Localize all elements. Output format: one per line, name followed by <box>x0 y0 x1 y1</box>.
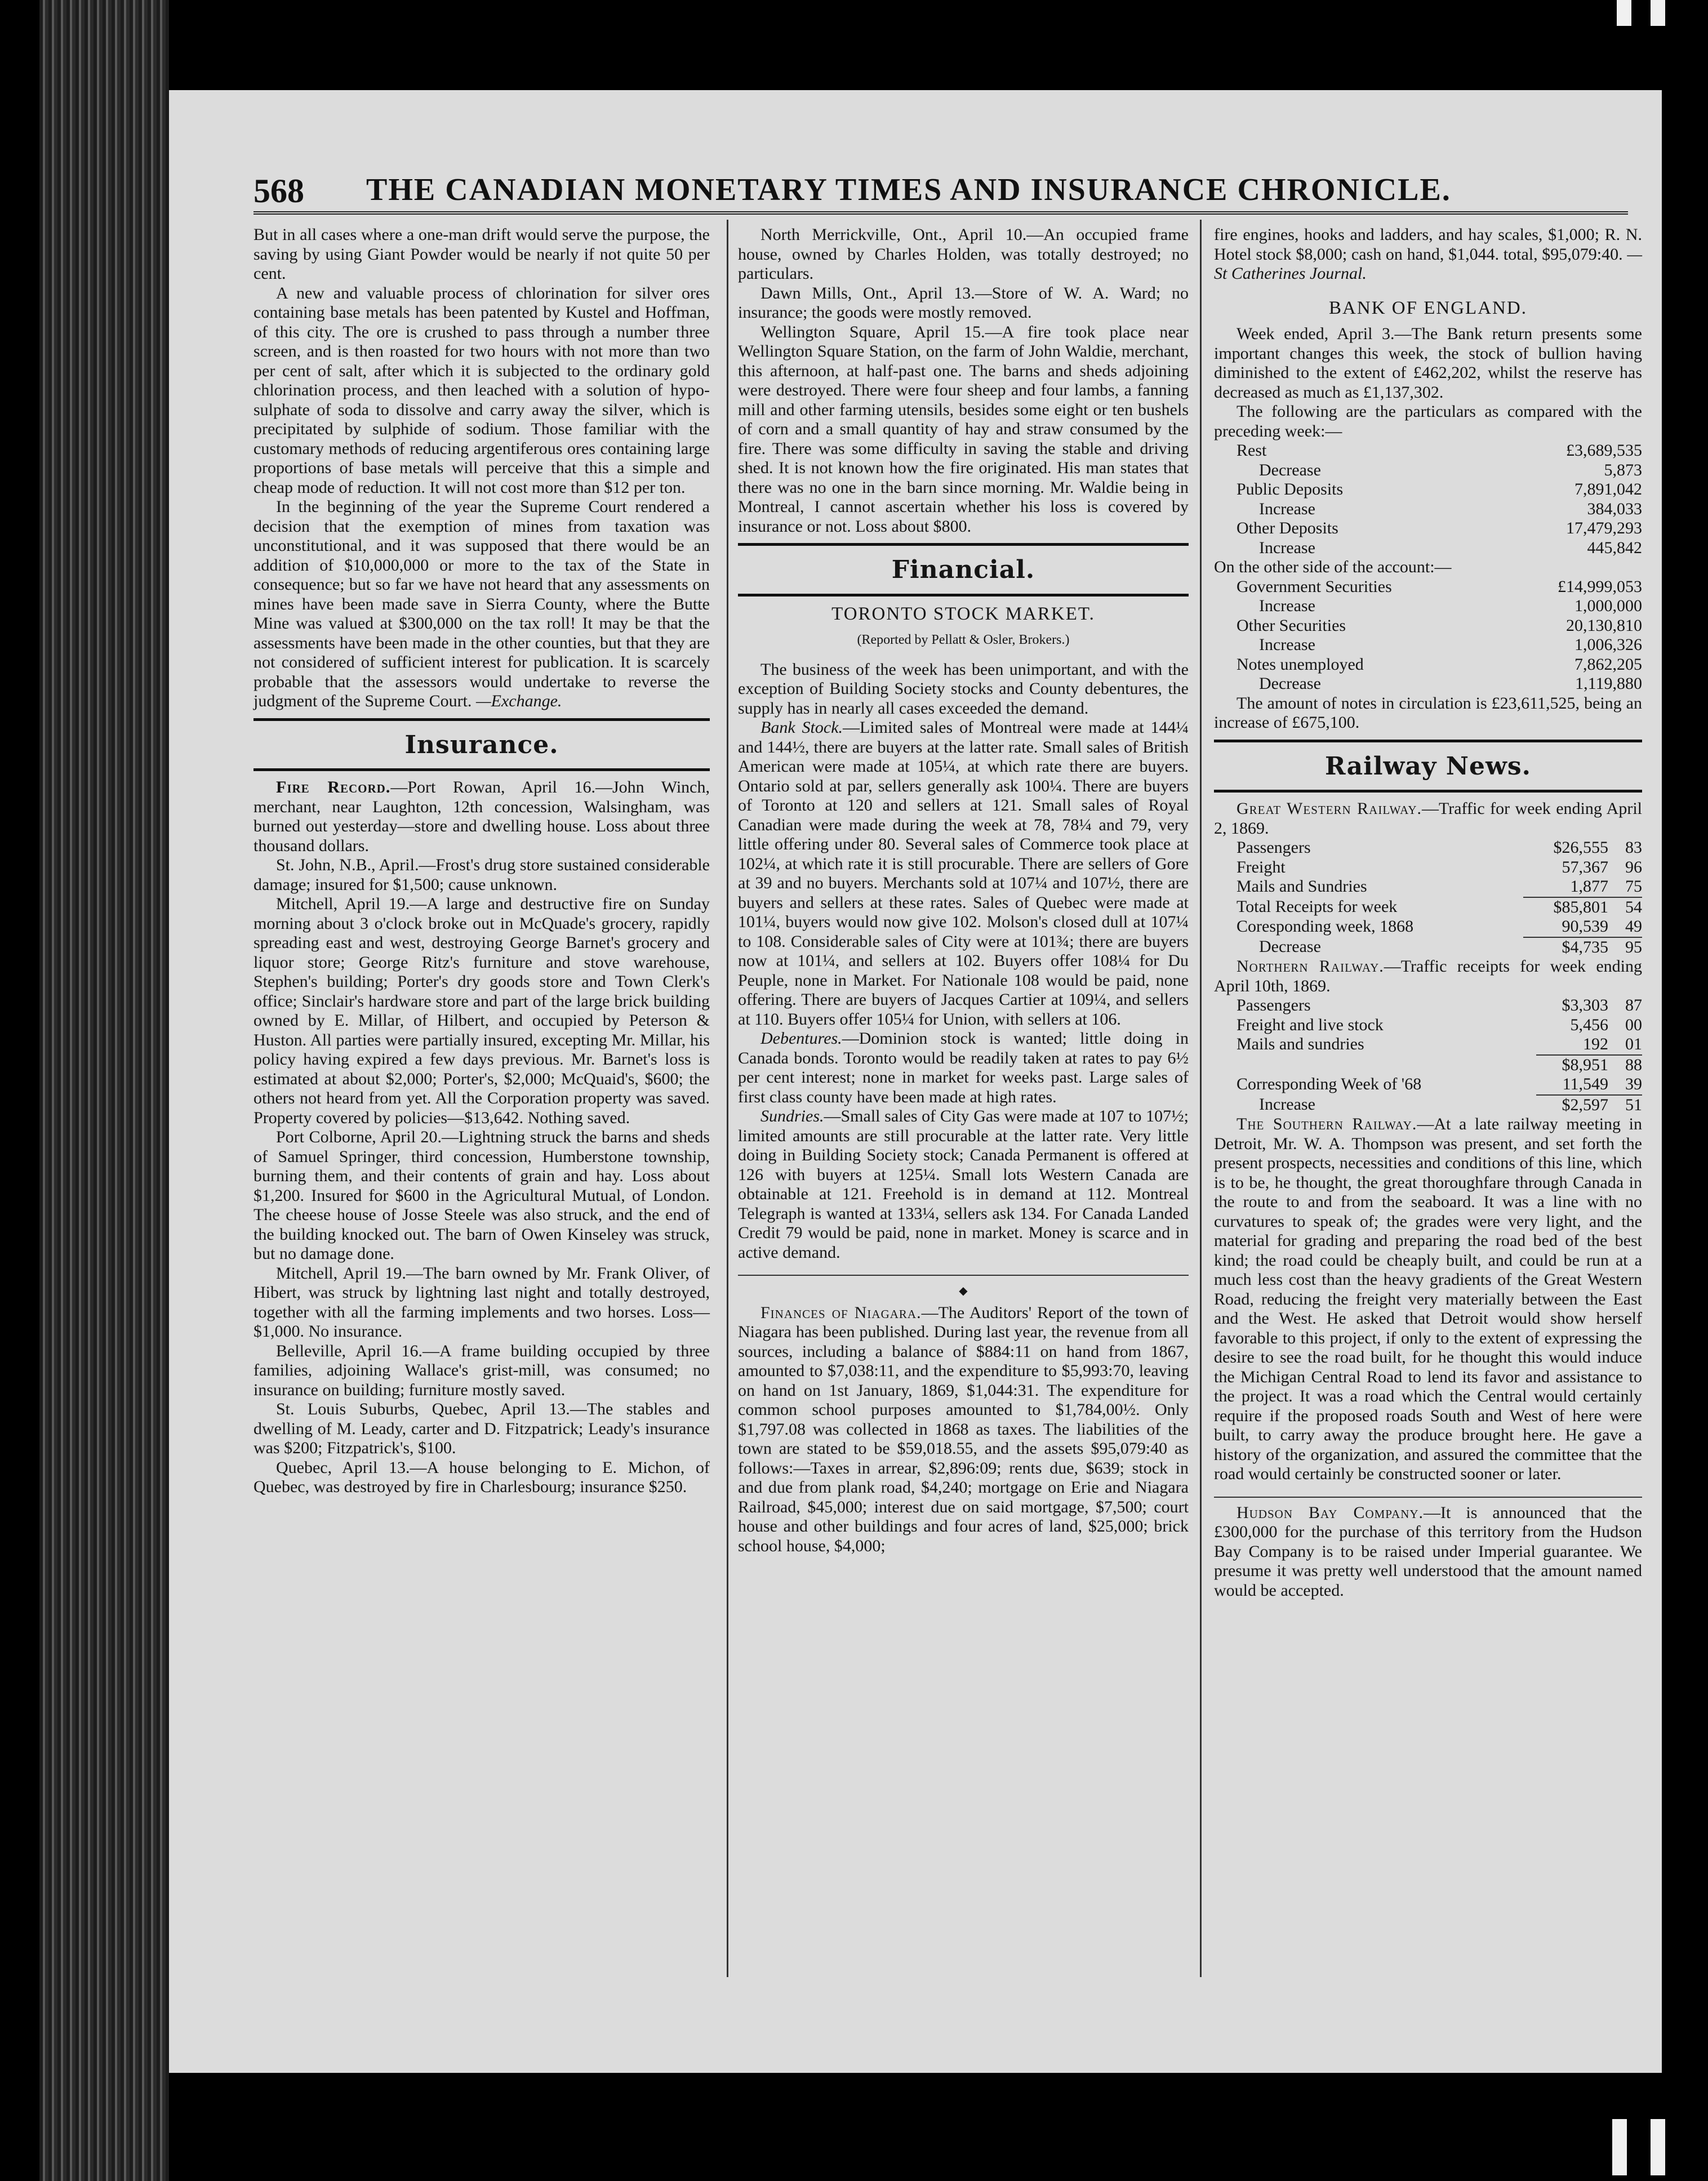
column-1 <box>253 225 710 1497</box>
traffic-row <box>1214 1016 1642 1035</box>
mining-paragraph-2: A new and valuable process of chlorination for silver ores containing base metals has been patented by Kustel and Hoffman, of this city. The ore is crushed to pass through a number three screen, and is then roasted for two hours with not more than two per cent of salt, after which it is subjected to the ordinary gold chlorination process, and then leached with a solution of hypo-sulphate of soda to dissolve and carry away the silver, which is precipitated by sulphide of sodium. Those familiar with the customary methods of reducing argentiferous ores containing large proportions of base metals will perceive that this a simple and cheap mode of reduction. It will not cost more than $12 per ton. <box>253 283 710 497</box>
boe-heading: BANK OF ENGLAND. <box>1329 297 1527 318</box>
traffic-row-cents: 01 <box>1625 1035 1642 1053</box>
traffic-row-cents: 83 <box>1625 838 1642 857</box>
section-rule <box>253 768 710 771</box>
fire-record-5: Mitchell, April 19.—The barn owned by Mr. Frank Oliver, of Hibert, was struck by lightning last night and totally destroyed, together with all the farming implements and two horses. Loss—$1,000. No insurance. <box>253 1263 710 1341</box>
boe-other-side: On the other side of the account:— <box>1214 558 1452 576</box>
fire-record-1 <box>253 778 710 856</box>
market-subtitle: (Reported by Pellatt & Osler, Brokers.) <box>857 633 1070 647</box>
traffic-row-cents: 75 <box>1625 877 1642 896</box>
traffic-row <box>1214 937 1642 958</box>
fire-record-8: Quebec, April 13.—A house belonging to E. Michon, of Quebec, was destroyed by fire in Charlesbourg; insurance $250. <box>253 1458 710 1496</box>
traffic-row-cents: 88 <box>1608 1055 1642 1075</box>
niagara-continuation <box>1214 225 1642 284</box>
bank-stock-text: —Limited sales of Montreal were made at 144¼ and 144½, there are buyers at the latter rate. Small sales of British American were made at 105¼, at which rate there are buyers. Ontario sold at par, sellers generally ask 100¼. There are buyers of Toronto at 120 and sellers at 121. Small sales of Royal Canadian were made during the week at 78, 78¼ and 79, very little offering under 80. Several sales of Commerce took place at 102¼, at which rate it is still procurable. There are sellers of Gore at 39 and no buyers. Merchants sold at 107¼ and 107½, there are buyers and sellers at these rates. Sales of Quebec were made at 101¼, buyers would now give 102. Molson's closed dull at 107¼ to 108. Considerable sales of City were at 101¾; there are buyers now at 101¼, and sellers at 102. Buyers offer 108¼ for Du Peuple, none in Market. For Nationale 108 would be paid, none offering. There are buyers of Jacques Cartier at 109¼, and sellers at 110. Buyers offer 105¼ for Union, with sellers at 106. <box>738 718 1189 1029</box>
boe-row-label: Increase <box>1259 499 1315 518</box>
boe-row-label: Decrease <box>1259 460 1321 479</box>
scan-tab-bottom-right <box>1651 2119 1665 2175</box>
traffic-row <box>1214 897 1642 918</box>
traffic-row-cents: 95 <box>1608 937 1642 958</box>
traffic-row-cents: 87 <box>1625 996 1642 1014</box>
mining-paragraph-3-text: In the beginning of the year the Supreme Court rendered a decision that the exemption of mines from taxation was unconstitutional, and it was supposed that there would be an addition of $10,000,000 or more to the tax of the State in consequence; but so far we have not heard that any assessments on mines have been made save in Sierra County, where the Butte Mine was valued at $300,000 on the tax roll! It may be that the assessments have been made in the other counties, but that they are not considered of sufficient interest for publication. It is scarcely probable that the assessors would undertake to reverse the judgment of the Supreme Court. <box>253 497 710 710</box>
traffic-row <box>1214 1055 1642 1075</box>
page-number: 568 <box>253 172 304 210</box>
newspaper-page <box>169 90 1662 2073</box>
section-rule <box>738 594 1189 597</box>
section-rule <box>1214 1497 1642 1498</box>
traffic-row-label: Freight <box>1236 857 1286 876</box>
insurance-heading: Insurance. <box>404 730 559 759</box>
traffic-row <box>1214 838 1642 858</box>
fire-record-4: Port Colborne, April 20.—Lightning struck the barns and sheds of Samuel Springer, third concession, Humberstone township, burning them, and their contents of grain and hay. Loss about $1,200. Insured for $600 in the Agricultural Mutual, of London. The cheese house of Josse Steele was also struck, and the end of the building knocked out. The barn of Owen Kinseley was struck, but no damage done. <box>253 1128 710 1263</box>
traffic-row-dollars: 57,367 <box>1562 857 1608 876</box>
boe-row <box>1214 480 1642 500</box>
traffic-row-dollars: 11,549 <box>1562 1075 1608 1093</box>
traffic-row-label: Total Receipts for week <box>1236 897 1398 916</box>
column-divider-2 <box>1200 220 1202 1977</box>
boe-row-value: 1,000,000 <box>1574 597 1642 615</box>
boe-row <box>1214 461 1642 480</box>
mining-paragraph-1: But in all cases where a one-man drift would serve the purpose, the saving by using Giant Powder would be nearly if not quite 50 per cent. <box>253 225 710 283</box>
boe-row-value: 445,842 <box>1587 538 1642 557</box>
traffic-row-label: Passengers <box>1236 996 1311 1014</box>
section-rule <box>738 1275 1189 1276</box>
boe-row-label: Government Securities <box>1236 577 1392 596</box>
traffic-row-label: Freight and live stock <box>1236 1015 1384 1034</box>
boe-row <box>1214 674 1642 694</box>
debentures-label: Debentures. <box>760 1029 842 1048</box>
boe-row-value: 17,479,293 <box>1566 519 1642 537</box>
traffic-row-dollars: $85,801 <box>1523 897 1608 918</box>
fire-record-7: St. Louis Suburbs, Quebec, April 13.—The stables and dwelling of M. Leady, carter and D. Fitzpatrick; Leady's insurance was $200; Fitzpatrick's, $100. <box>253 1400 710 1457</box>
niagara-text: —The Auditors' Report of the town of Niagara has been published. During last year, the revenue from all sources, including a balance of $884:11 on hand from 1867, amounted to $7,038:11, and the expenditure to $5,993:70, leaving on hand on 1st January, 1869, $1,044:31. The expenditure for common school purposes amounted to $1,784,00½. Only $1,797.08 was collected in 1868 as taxes. The liabilities of the town are stated to be $59,018.55, and the assets $95,079:40 as follows:—Taxes in arrear, $2,896:09; rents due, $639; stock in and due from plank road, $4,240; mortgage on Erie and Niagara Railroad, $45,000; interest due on said mortgage, $7,500; court house and other buildings and four acres of land, $25,000; brick school house, $4,000; <box>738 1303 1189 1555</box>
traffic-row-dollars: 1,877 <box>1570 877 1608 896</box>
market-title: TORONTO STOCK MARKET. <box>831 603 1095 624</box>
boe-row-value: £14,999,053 <box>1558 577 1642 596</box>
traffic-row-label: Mails and Sundries <box>1236 877 1367 896</box>
boe-row-label: Increase <box>1259 597 1315 615</box>
boe-row-label: Notes unemployed <box>1236 655 1364 674</box>
traffic-row-cents: 96 <box>1625 857 1642 876</box>
traffic-row <box>1214 877 1642 897</box>
boe-paragraph-2: The following are the particulars as compared with the preceding week:— <box>1214 402 1642 440</box>
traffic-row <box>1214 858 1642 878</box>
traffic-row-dollars: $8,951 <box>1536 1055 1608 1075</box>
bank-stock-paragraph <box>738 718 1189 1029</box>
northern-text: —Traffic receipts for week ending April 10th, 1869. <box>1214 957 1642 995</box>
great-western-label: Great Western Railway. <box>1236 799 1422 818</box>
traffic-row-dollars: $2,597 <box>1536 1095 1608 1115</box>
boe-row-label: Increase <box>1259 635 1315 654</box>
sundries-text: —Small sales of City Gas were made at 107 to 107½; limited amounts are still procurable at the latter rate. Very little doing in Building Society stock; Canada Permanent is offered at 126 with buyers at 125¼. Small lots Western Canada are obtainable at 121. Freehold is in demand at 112. Montreal Telegraph is wanted at 133¼, sellers ask 134. For Canada Landed Credit 79 would be paid, none in market. Money is scarce and in active demand. <box>738 1107 1189 1262</box>
niagara-paragraph <box>738 1303 1189 1556</box>
boe-row-label: Other Securities <box>1236 616 1346 635</box>
boe-row-label: Rest <box>1236 441 1267 460</box>
book-binding <box>39 0 169 2181</box>
section-rule <box>253 718 710 721</box>
fire-record-9: North Merrickville, Ont., April 10.—An occupied frame house, owned by Charles Holden, was totally destroyed; no particulars. <box>738 225 1189 283</box>
section-rule <box>1214 740 1642 742</box>
traffic-row-dollars: $3,303 <box>1562 996 1608 1014</box>
traffic-row-dollars: $26,555 <box>1553 838 1608 857</box>
boe-row <box>1214 441 1642 461</box>
boe-row <box>1214 500 1642 519</box>
financial-heading: Financial. <box>891 555 1035 584</box>
boe-row <box>1214 538 1642 558</box>
traffic-row-dollars: 5,456 <box>1570 1015 1608 1034</box>
southern-railway-paragraph <box>1214 1115 1642 1484</box>
bank-stock-label: Bank Stock. <box>760 718 843 737</box>
traffic-row-label: Passengers <box>1236 838 1311 857</box>
boe-row <box>1214 519 1642 538</box>
traffic-row-label: Corresponding Week of '68 <box>1236 1075 1422 1093</box>
traffic-row-label <box>1214 1055 1536 1075</box>
boe-table <box>1214 577 1642 694</box>
ornament-icon: ◆ <box>959 1285 968 1297</box>
column-2 <box>738 225 1189 1556</box>
journal-source: —St Catherines Journal. <box>1214 244 1643 283</box>
fire-record-3: Mitchell, April 19.—A large and destructive fire on Sunday morning about 3 o'clock broke out in McQuade's grocery, rapidly spreading east and west, destroying George Barnet's grocery and liquor store; George Ritz's furniture and stove warehouse, Stephen's building; Porter's dry goods store and Town Clerk's office; Sinclair's hardware store and part of the large brick building owned by E. Millar, of Hilbert, and occupied by Peterson & Huston. All parties were partially insured, excepting Mr. Millar, his policy having expired a few days previous. Mr. Barnet's loss is estimated at about $2,000; Porter's, $2,000; McQuaid's, $600; the others not heard from yet. All the Corporation property was saved. Property covered by policies—$13,642. Nothing saved. <box>253 894 710 1127</box>
fire-record-2: St. John, N.B., April.—Frost's drug store sustained considerable damage; insured for $1,500; cause unknown. <box>253 856 710 894</box>
debentures-text: —Dominion stock is wanted; little doing in Canada bonds. Toronto would be readily taken at rates to pay 6½ per cent interest; none in market for weeks past. Large sales of first class county have been made at high rates. <box>738 1029 1189 1106</box>
northern-paragraph <box>1214 957 1642 996</box>
great-western-paragraph <box>1214 799 1642 838</box>
page-title: THE CANADIAN MONETARY TIMES AND INSURANCE CHRONICLE. <box>366 172 1451 207</box>
southern-railway-label: The Southern Railway. <box>1236 1115 1417 1133</box>
boe-row <box>1214 616 1642 636</box>
fire-record-10: Dawn Mills, Ont., April 13.—Store of W. A. Ward; no insurance; the goods were mostly removed. <box>738 283 1189 322</box>
boe-row <box>1214 635 1642 655</box>
great-western-text: —Traffic for week ending April 2, 1869. <box>1214 799 1642 838</box>
boe-row <box>1214 655 1642 675</box>
header-rule <box>253 211 1628 215</box>
traffic-row <box>1214 917 1642 937</box>
traffic-row <box>1214 1075 1642 1095</box>
sundries-label: Sundries. <box>760 1107 824 1125</box>
traffic-row-dollars: $4,735 <box>1523 937 1608 958</box>
boe-row-label: Decrease <box>1259 674 1321 693</box>
scan-tab-top-left <box>1617 0 1631 26</box>
boe-paragraph-3: The amount of notes in circulation is £23,611,525, being an increase of £675,100. <box>1214 693 1642 732</box>
great-western-table <box>1214 838 1642 957</box>
traffic-row-dollars: 90,539 <box>1562 917 1608 936</box>
boe-paragraph-1: Week ended, April 3.—The Bank return presents some important changes this week, the stock of bullion having diminished to the extent of £462,202, whilst the reserve has decreased as much as £1,137,302. <box>1214 324 1642 402</box>
traffic-row <box>1214 996 1642 1016</box>
traffic-row-cents: 51 <box>1608 1095 1642 1115</box>
traffic-row <box>1214 1095 1642 1115</box>
boe-row-value: 384,033 <box>1587 499 1642 518</box>
northern-table <box>1214 996 1642 1115</box>
fire-record-label: Fire Record. <box>276 778 391 796</box>
boe-row-value: 5,873 <box>1604 460 1642 479</box>
hudson-bay-paragraph <box>1214 1503 1642 1601</box>
hudson-bay-label: Hudson Bay Company. <box>1236 1503 1424 1522</box>
boe-row-value: £3,689,535 <box>1566 441 1642 460</box>
column-divider-1 <box>727 220 728 1977</box>
traffic-row-cents: 39 <box>1625 1075 1642 1093</box>
page-header <box>253 149 1639 217</box>
traffic-row-label: Increase <box>1259 1094 1315 1114</box>
railway-heading: Railway News. <box>1325 751 1531 781</box>
section-rule <box>738 543 1189 546</box>
boe-row-label: Increase <box>1259 538 1315 557</box>
fire-record-6: Belleville, April 16.—A frame building occupied by three families, adjoining Wallace's grist-mill, was consumed; no insurance on building; furniture mostly saved. <box>253 1341 710 1399</box>
boe-row-label: Public Deposits <box>1236 480 1344 498</box>
traffic-row <box>1214 1035 1642 1055</box>
fire-record-1-text: —Port Rowan, April 16.—John Winch, merchant, near Laughton, 12th concession, Walsingham, was burned out yesterday—store and dwelling house. Loss about three thousand dollars. <box>253 778 710 855</box>
southern-railway-text: —At a late railway meeting in Detroit, Mr. W. A. Thompson was present, and set forth the present prospects, necessities and conditions of this line, which is to be, he thought, the great thoroughfare through Canada in the route to and from the seaboard. It was a line with no curvatures to speak of; the grades were very light, and the material for grading and preparing the road bed of the best kind; the road could be cheaply built, and could be run at a much less cost than the heavy gradients of the Great Western Road, reducing the freight very materially between the East and the West. He asked that Detroit would show herself favorable to this project, if only to the extent of expressing the desire to see the road built, for he thought this would induce the Michigan Central Road to lend its favor and assistance to the project. It was a road which the Central would certainly require if the proposed roads South and West of here were built, to carry away the produce brought here. He gave a history of the organization, and assured the committee that the road would certainly be constructed sooner or later. <box>1214 1115 1642 1483</box>
mining-paragraph-3 <box>253 497 710 711</box>
boe-table <box>1214 441 1642 558</box>
northern-label: Northern Railway. <box>1236 957 1384 976</box>
scan-tab-top-right <box>1651 0 1665 26</box>
traffic-row-dollars: 192 <box>1583 1035 1608 1053</box>
boe-row-label: Other Deposits <box>1236 519 1338 537</box>
boe-row <box>1214 577 1642 597</box>
boe-row-value: 1,006,326 <box>1574 635 1642 654</box>
exchange-source: —Exchange. <box>475 692 562 710</box>
section-rule <box>1214 790 1642 793</box>
niagara-continuation-text: fire engines, hooks and ladders, and hay scales, $1,000; R. N. Hotel stock $8,000; cash on hand, $1,044. total, $95,079:40. <box>1214 225 1642 264</box>
market-paragraph-1: The business of the week has been unimportant, and with the exception of Building Society stocks and County debentures, the supply has in nearly all cases exceeded the demand. <box>738 660 1189 718</box>
debentures-paragraph <box>738 1029 1189 1107</box>
column-3 <box>1214 225 1642 1600</box>
traffic-row-cents: 54 <box>1608 897 1642 918</box>
hudson-bay-text: —It is announced that the £300,000 for the purchase of this territory from the Hudson Bay Company is to be raised under Imperial guarantee. We presume it was pretty well understood that the amount named would be accepted. <box>1214 1503 1643 1600</box>
boe-row-value: 7,862,205 <box>1574 655 1642 674</box>
boe-row-value: 20,130,810 <box>1566 616 1642 635</box>
traffic-row-cents: 49 <box>1625 917 1642 936</box>
traffic-row-label: Decrease <box>1259 937 1321 956</box>
sundries-paragraph <box>738 1107 1189 1262</box>
traffic-row-label: Coresponding week, 1868 <box>1236 917 1414 936</box>
niagara-label: Finances of Niagara. <box>760 1303 922 1322</box>
boe-row <box>1214 597 1642 616</box>
boe-row-value: 1,119,880 <box>1575 674 1642 693</box>
fire-record-11: Wellington Square, April 15.—A fire took place near Wellington Square Station, on the farm of John Waldie, merchant, this afternoon, at half-past one. The barns and sheds adjoining were destroyed. There were four sheep and four lambs, a fanning mill and other farming utensils, besides some eight or ten bushels of corn and a small quantity of hay and straw consumed by the fire. There was some difficulty in saving the stable and driving shed. It is not known how the fire originated. His man states that there was no one in the barn since morning. Mr. Waldie being in Montreal, I cannot ascertain whether his loss is covered by insurance or not. Loss about $800. <box>738 322 1189 536</box>
traffic-row-label: Mails and sundries <box>1236 1035 1364 1053</box>
scan-tab-bottom-left <box>1612 2119 1627 2175</box>
traffic-row-cents: 00 <box>1625 1015 1642 1034</box>
boe-row-value: 7,891,042 <box>1574 480 1642 498</box>
